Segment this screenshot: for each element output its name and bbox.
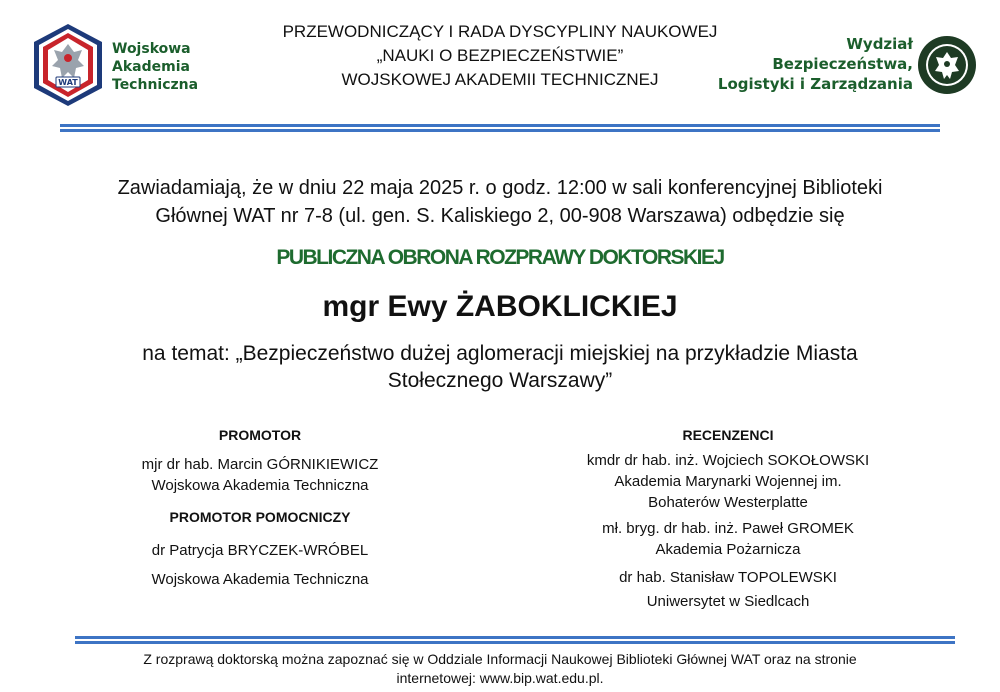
assistant-promotor-heading: PROMOTOR POMOCNICZY xyxy=(169,509,351,525)
promotor-heading: PROMOTOR xyxy=(218,427,302,443)
header-line1: PRZEWODNICZĄCY I RADA DYSCYPLINY NAUKOWEJ xyxy=(282,22,718,41)
dissertation-topic xyxy=(40,340,960,394)
topic-line2: Stołecznego Warszawy” xyxy=(387,369,613,392)
header-line3: WOJSKOWEJ AKADEMII TECHNICZNEJ xyxy=(341,70,659,89)
reviewer-1-name: kmdr dr hab. inż. Wojciech SOKOŁOWSKI xyxy=(586,452,870,469)
assistant-promotor-affiliation: Wojskowa Akademia Techniczna xyxy=(151,571,369,588)
wat-emblem-icon xyxy=(30,22,106,108)
reviewer-3-name: dr hab. Stanisław TOPOLEWSKI xyxy=(619,569,837,586)
candidate-name: mgr Ewy ŻABOKLICKIEJ xyxy=(322,290,678,323)
reviewer-3-affiliation: Uniwersytet w Siedlcach xyxy=(646,593,810,610)
logo-right-line3: Logistyki i Zarządzania xyxy=(717,75,913,93)
promotors-column xyxy=(80,425,440,590)
intro-line1: Zawiadamiają, że w dniu 22 maja 2025 r. o godz. 12:00 w sali konferencyjnej Biblioteki xyxy=(117,177,883,199)
reviewer-1-affiliation-line1: Akademia Marynarki Wojennej im. xyxy=(614,473,842,490)
faculty-emblem-icon xyxy=(917,35,977,95)
logo-right-line2: Bezpieczeństwa, xyxy=(772,55,913,73)
event-headline: PUBLICZNA OBRONA ROZPRAWY DOKTORSKIEJ xyxy=(276,246,724,269)
logo-left-line2: Akademia xyxy=(112,59,190,75)
logo-left-line3: Techniczna xyxy=(112,77,199,93)
logo-right-line1: Wydział xyxy=(846,35,913,53)
announcement-text xyxy=(40,174,960,230)
footer-line1: Z rozprawą doktorską można zapoznać się w Oddziale Informacji Naukowej Biblioteki Głównej WAT oraz na stronie xyxy=(143,651,857,667)
reviewer-2-affiliation: Akademia Pożarnicza xyxy=(655,541,801,558)
footer-divider xyxy=(75,636,955,644)
reviewers-column xyxy=(548,425,908,612)
emblem-text: WAT xyxy=(58,78,78,87)
promotor-name: mjr dr hab. Marcin GÓRNIKIEWICZ xyxy=(141,456,379,473)
footer-note xyxy=(40,650,960,688)
footer-line2: internetowej: www.bip.wat.edu.pl. xyxy=(396,670,604,686)
intro-line2: Głównej WAT nr 7-8 (ul. gen. S. Kaliskiego 2, 00-908 Warszawa) odbędzie się xyxy=(155,205,845,227)
logo-left-line1: Wojskowa xyxy=(112,41,191,57)
wat-logo-text xyxy=(112,40,198,94)
faculty-logo-text xyxy=(705,34,913,94)
reviewers-heading: RECENZENCI xyxy=(682,427,774,443)
reviewer-2-name: mł. bryg. dr hab. inż. Paweł GROMEK xyxy=(602,520,854,537)
header-line2: „NAUKI O BEZPIECZEŃSTWIE” xyxy=(376,46,624,65)
header-divider xyxy=(60,124,940,132)
promotor-affiliation: Wojskowa Akademia Techniczna xyxy=(151,477,369,494)
topic-line1: na temat: „Bezpieczeństwo dużej aglomeracji miejskiej na przykładzie Miasta xyxy=(142,342,858,365)
assistant-promotor-name: dr Patrycja BRYCZEK-WRÓBEL xyxy=(151,542,369,559)
reviewer-1-affiliation-line2: Bohaterów Westerplatte xyxy=(648,494,808,511)
